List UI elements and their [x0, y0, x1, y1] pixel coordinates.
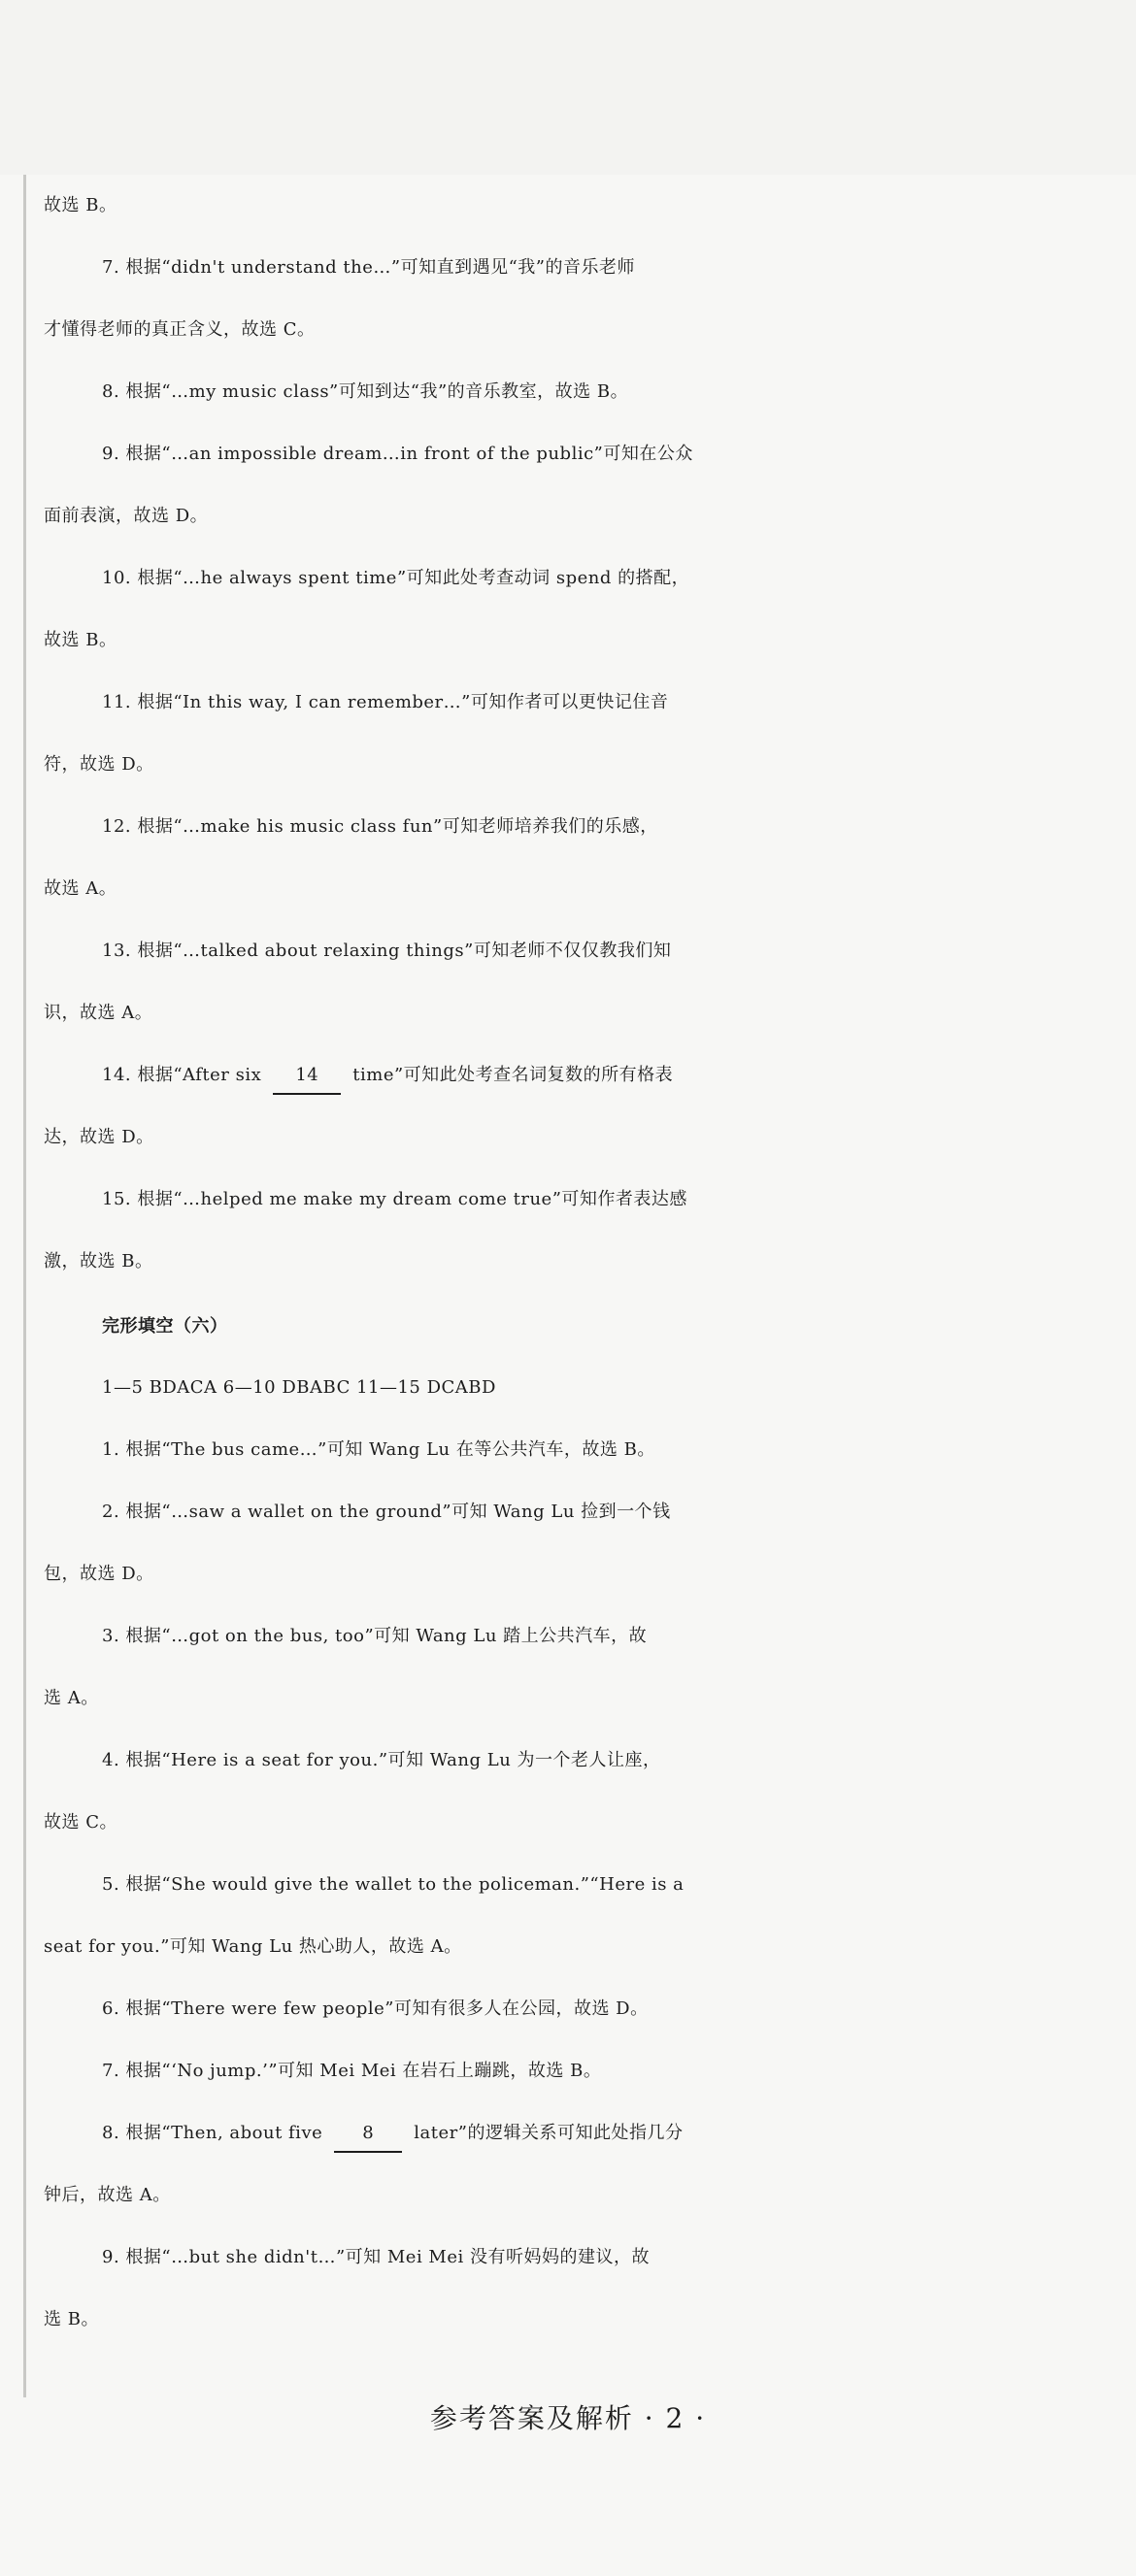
text-line: 7. 根据“didn't understand the…”可知直到遇见“我”的音乐老师 [102, 257, 635, 278]
text-line: 15. 根据“…helped me make my dream come true”可知作者表达感 [102, 1189, 687, 1209]
text-line: 符，故选 D。 [44, 754, 154, 775]
text-line: 5. 根据“She would give the wallet to the policeman.”“Here is a [102, 1874, 685, 1895]
text-line: 识，故选 A。 [44, 1003, 153, 1023]
text-line: 9. 根据“…an impossible dream…in front of the public”可知在公众 [102, 444, 693, 464]
text-line: 故选 A。 [44, 878, 117, 899]
text-line: 13. 根据“…talked about relaxing things”可知老师不仅仅教我们知 [102, 941, 672, 961]
text-line: 面前表演，故选 D。 [44, 506, 209, 526]
text-line: 钟后，故选 A。 [44, 2185, 171, 2205]
text-line: 激，故选 B。 [44, 1251, 153, 1271]
page-footer: 参考答案及解析 · 2 · [429, 2402, 707, 2434]
text-line: 12. 根据“…make his music class fun”可知老师培养我们的乐感， [102, 816, 658, 837]
fill-blank: 14 [273, 1058, 341, 1095]
text-line: 6. 根据“There were few people”可知有很多人在公园，故选 D。 [102, 1998, 649, 2019]
text-line: 达，故选 D。 [44, 1127, 154, 1147]
text-line: 选 B。 [44, 2309, 99, 2329]
header-band [0, 0, 1136, 175]
text-line: 8. 根据“…my music class”可知到达“我”的音乐教室，故选 B。 [102, 381, 629, 402]
text-line: 故选 B。 [44, 195, 117, 215]
text-line: 故选 C。 [44, 1812, 117, 1833]
text-line-with-blank: 8. 根据“Then, about five 8 later”的逻辑关系可知此处指几分 [0, 2112, 1136, 2155]
text-line: 11. 根据“In this way, I can remember…”可知作者可以更快记住音 [102, 692, 669, 712]
fill-blank: 8 [334, 2116, 402, 2153]
section-title: 完形填空（六） [102, 1316, 228, 1337]
text-line: 选 A。 [44, 1688, 99, 1708]
text-line: 4. 根据“Here is a seat for you.”可知 Wang Lu 为一个老人让座， [102, 1750, 661, 1770]
text-line: 故选 B。 [44, 630, 117, 650]
text-line-with-blank: 14. 根据“After six 14 time”可知此处考查名词复数的所有格表 [0, 1054, 1136, 1097]
answer-key: 1—5 BDACA 6—10 DBABC 11—15 DCABD [102, 1377, 496, 1398]
text-line: 2. 根据“…saw a wallet on the ground”可知 Wang Lu 捡到一个钱 [102, 1502, 671, 1522]
text-line: 9. 根据“…but she didn't…”可知 Mei Mei 没有听妈妈的建议，故 [102, 2247, 650, 2267]
text-line: 才懂得老师的真正含义，故选 C。 [44, 319, 316, 340]
text-line: 10. 根据“…he always spent time”可知此处考查动词 spend 的搭配， [102, 568, 690, 588]
text-line: 包，故选 D。 [44, 1564, 154, 1584]
text-line: 1. 根据“The bus came…”可知 Wang Lu 在等公共汽车，故选 B。 [102, 1439, 655, 1460]
text-line: seat for you.”可知 Wang Lu 热心助人，故选 A。 [44, 1936, 462, 1957]
text-line: 3. 根据“…got on the bus, too”可知 Wang Lu 踏上公共汽车，故 [102, 1626, 648, 1646]
text-line: 7. 根据“‘No jump.’”可知 Mei Mei 在岩石上蹦跳，故选 B。 [102, 2061, 602, 2081]
